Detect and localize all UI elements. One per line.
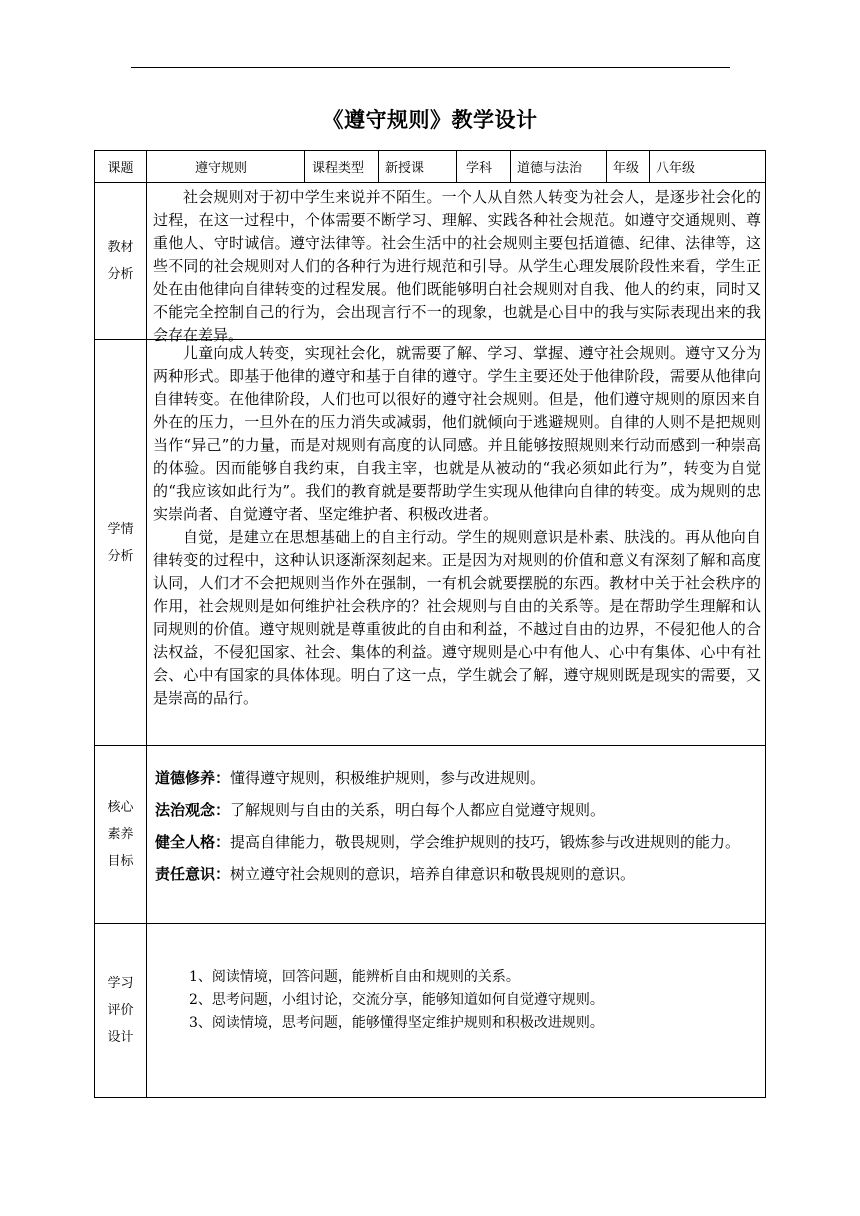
lesson-plan-table: [94, 150, 766, 1098]
evaluation-label: 学习 评价 设计: [107, 976, 134, 1045]
goal-item: 道德修养：懂得遵守规则，积极维护规则，参与改进规则。: [155, 769, 546, 787]
grade-value: 八年级: [656, 161, 696, 176]
header-rule: [131, 67, 730, 68]
textbook-analysis-label: 教材 分析: [107, 240, 134, 282]
goal-item: 健全人格：提高自律能力，敬畏规则，学会维护规则的技巧，锻炼参与改进规则的能力。: [155, 833, 741, 851]
topic-label: 课题: [95, 151, 147, 182]
topic-value: 遵守规则: [147, 151, 305, 182]
document-title: 《遵守规则》教学设计: [322, 108, 538, 132]
header-row: [95, 151, 765, 182]
core-goals-label: 核心 素养 目标: [107, 800, 134, 869]
student-analysis-paragraph-1: 儿童向成人转变，实现社会化，就需要了解、学习、掌握、遵守社会规则。遵守又分为两种形式。即基于他律的遵守和基于自律的遵守。学生主要还处于他律阶段，需要从他律向自律转变。在他律阶段，人们也可以很好的遵守社会规则。但是，他们遵守规则的原因来自外在的压力，一旦外在的压力消失或减弱，他们就倾向于逃避规则。自律的人则不是把规则当作“异己”的力量，而是对规则有高度的认同感。并且能够按照规则来行动而感到一种崇高的体验。因而能够自我约束，自我主宰，也就是从被动的“我必须如此行为”，转变为自觉的“我应该如此行为”。我们的教育就是要帮助学生实现从他律向自律的转变。成为规则的忠实崇尚者、自觉遵守者、坚定维护者、积极改进者。: [153, 344, 761, 523]
student-analysis-row: [95, 339, 765, 745]
grade-label: 年级: [607, 151, 650, 182]
core-goals-cell: [147, 746, 765, 923]
student-analysis-cell: [147, 340, 765, 745]
evaluation-item: 2、思考问题，小组讨论，交流分享，能够知道如何自觉遵守规则。: [189, 992, 604, 1008]
evaluation-row: [95, 923, 765, 1097]
goal-item: 责任意识：树立遵守社会规则的意识，培养自律意识和敬畏规则的意识。: [155, 865, 636, 883]
core-goals-row: [95, 745, 765, 923]
textbook-analysis-text: 社会规则对于初中学生来说并不陌生。一个人从自然人转变为社会人，是逐步社会化的过程，在这一过程中，个体需要不断学习、理解、实践各种社会规范。如遵守交通规则、尊重他人、守时诚信。遵守法律等。社会生活中的社会规则主要包括道德、纪律、法律等，这些不同的社会规则对人们的各种行为进行规范和引导。从学生心理发展阶段性来看，学生正处在由他律向自律转变的过程发展。他们既能够明白社会规则对自我、他人的约束，同时又不能完全控制自己的行为，会出现言行不一的现象，也就是心目中的我与实际表现出来的我会存在差异。: [153, 188, 761, 344]
evaluation-item: 1、阅读情境，回答问题，能辨析自由和规则的关系。: [189, 969, 520, 985]
student-analysis-label: 学情 分析: [107, 521, 134, 564]
textbook-analysis-cell: [147, 183, 765, 344]
course-type-value: 新授课: [379, 151, 457, 182]
subject-label: 学科: [457, 151, 511, 182]
evaluation-cell: [147, 924, 765, 1097]
student-analysis-paragraph-2: 自觉，是建立在思想基础上的自主行动。学生的规则意识是朴素、肤浅的。再从他向自律转变的过程中，这种认识逐渐深刻起来。正是因为对规则的价值和意义有深刻了解和高度认同，人们才不会把规则当作外在强制，一有机会就要摆脱的东西。教材中关于社会秩序的作用，社会规则是如何维护社会秩序的？社会规则与自由的关系等。是在帮助学生理解和认同规则的价值。遵守规则就是尊重彼此的自由和利益，不越过自由的边界，不侵犯他人的合法权益，不侵犯国家、社会、集体的利益。遵守规则是心中有他人、心中有集体、心中有社会、心中有国家的具体体现。明白了这一点，学生就会了解，遵守规则既是现实的需要，又是崇高的品行。: [153, 528, 761, 707]
textbook-analysis-row: [95, 182, 765, 344]
subject-value: 道德与法治: [511, 151, 607, 182]
goal-item: 法治观念：了解规则与自由的关系，明白每个人都应自觉遵守规则。: [155, 801, 606, 819]
evaluation-item: 3、阅读情境，思考问题，能够懂得坚定维护规则和积极改进规则。: [189, 1015, 604, 1031]
course-type-label: 课程类型: [305, 151, 379, 182]
